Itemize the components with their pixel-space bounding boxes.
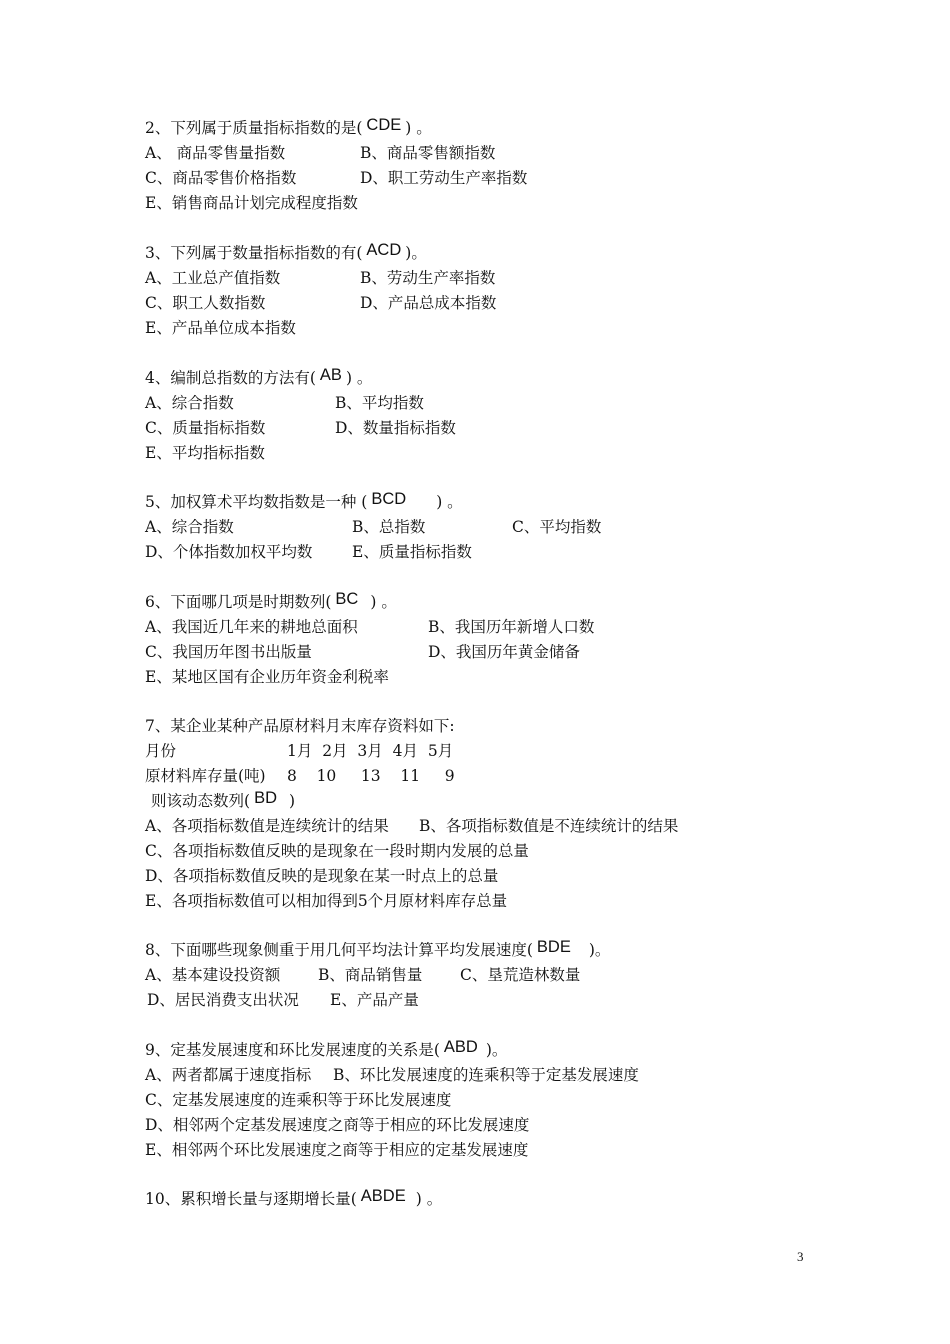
question-5-stem: 5、加权算术平均数指数是一种 ( BCD ) 。 bbox=[145, 490, 463, 511]
question-8-answer: BDE bbox=[536, 938, 571, 956]
question-5-option-d: D、个体指数加权平均数 bbox=[145, 543, 313, 561]
question-5-answer: BCD bbox=[371, 490, 407, 508]
question-6-answer: BC bbox=[335, 590, 359, 608]
question-4-answer: AB bbox=[319, 366, 342, 384]
question-8-stem: 8、下面哪些现象侧重于用几何平均法计算平均发展速度( BDE )。 bbox=[145, 938, 611, 959]
question-4-option-e: E、平均指标指数 bbox=[145, 444, 265, 462]
question-9-option-a: A、两者都属于速度指标 bbox=[145, 1066, 312, 1084]
question-4-option-c: C、质量指标指数 bbox=[145, 419, 266, 437]
table-stock-values: 8 10 13 11 9 bbox=[287, 767, 455, 785]
question-9-answer: ABD bbox=[443, 1038, 478, 1056]
question-3-option-b: B、劳动生产率指数 bbox=[360, 269, 496, 287]
question-7-answer: BD bbox=[254, 789, 277, 807]
table-stock-label: 原材料库存量(吨) bbox=[145, 767, 266, 785]
question-6-option-a: A、我国近几年来的耕地总面积 bbox=[145, 618, 358, 636]
table-months: 1月 2月 3月 4月 5月 bbox=[287, 742, 454, 760]
question-4-option-d: D、数量指标指数 bbox=[335, 419, 456, 437]
question-7-prompt: 则该动态数列( BD ) bbox=[151, 789, 296, 810]
question-6-option-c: C、我国历年图书出版量 bbox=[145, 643, 312, 661]
question-2-option-e: E、销售商品计划完成程度指数 bbox=[145, 194, 358, 212]
question-9-stem: 9、定基发展速度和环比发展速度的关系是( ABD )。 bbox=[145, 1038, 508, 1059]
question-8-option-a: A、基本建设投资额 bbox=[145, 966, 281, 984]
question-4-option-b: B、平均指数 bbox=[335, 394, 424, 412]
question-5-option-b: B、总指数 bbox=[352, 518, 426, 536]
question-5-option-a: A、综合指数 bbox=[145, 518, 234, 536]
question-6-option-b: B、我国历年新增人口数 bbox=[428, 618, 595, 636]
question-8-option-c: C、垦荒造林数量 bbox=[460, 966, 581, 984]
question-7-stem: 7、某企业某种产品原材料月末库存资料如下: bbox=[145, 717, 455, 735]
question-4-option-a: A、综合指数 bbox=[145, 394, 234, 412]
question-2-answer: CDE bbox=[366, 116, 402, 134]
question-7-option-a: A、各项指标数值是连续统计的结果 bbox=[145, 817, 389, 835]
question-9-option-d: D、相邻两个定基发展速度之商等于相应的环比发展速度 bbox=[145, 1116, 530, 1134]
question-5-option-e: E、质量指标指数 bbox=[352, 543, 472, 561]
question-8-option-d: D、居民消费支出状况 bbox=[147, 991, 299, 1009]
question-7-option-e: E、各项指标数值可以相加得到5个月原材料库存总量 bbox=[145, 892, 508, 910]
question-3-answer: ACD bbox=[366, 241, 402, 259]
question-2-option-c: C、商品零售价格指数 bbox=[145, 169, 297, 187]
question-7-option-d: D、各项指标数值反映的是现象在某一时点上的总量 bbox=[145, 867, 499, 885]
question-7-option-b: B、各项指标数值是不连续统计的结果 bbox=[419, 817, 679, 835]
question-3-option-a: A、工业总产值指数 bbox=[145, 269, 281, 287]
question-10-stem: 10、累积增长量与逐期增长量( ABDE ) 。 bbox=[145, 1187, 443, 1208]
table-month-label: 月份 bbox=[145, 742, 177, 760]
question-9-option-c: C、定基发展速度的连乘积等于环比发展速度 bbox=[145, 1091, 452, 1109]
question-2-stem: 2、下列属于质量指标指数的是( CDE ) 。 bbox=[145, 116, 432, 137]
question-6-option-e: E、某地区国有企业历年资金利税率 bbox=[145, 668, 389, 686]
question-3-option-c: C、职工人数指数 bbox=[145, 294, 266, 312]
question-3-option-d: D、产品总成本指数 bbox=[360, 294, 497, 312]
question-2-option-a: A、 商品零售量指数 bbox=[145, 144, 286, 162]
question-10-answer: ABDE bbox=[360, 1187, 406, 1205]
question-8-option-e: E、产品产量 bbox=[330, 991, 419, 1009]
question-6-stem: 6、下面哪几项是时期数列( BC ) 。 bbox=[145, 590, 397, 611]
question-2-option-b: B、商品零售额指数 bbox=[360, 144, 496, 162]
question-4-stem: 4、编制总指数的方法有( AB ) 。 bbox=[145, 366, 373, 387]
question-9-option-e: E、相邻两个环比发展速度之商等于相应的定基发展速度 bbox=[145, 1141, 529, 1159]
question-6-option-d: D、我国历年黄金储备 bbox=[428, 643, 580, 661]
page-number: 3 bbox=[797, 1249, 804, 1264]
question-3-stem: 3、下列属于数量指标指数的有( ACD )。 bbox=[145, 241, 427, 262]
question-3-option-e: E、产品单位成本指数 bbox=[145, 319, 296, 337]
question-9-option-b: B、环比发展速度的连乘积等于定基发展速度 bbox=[333, 1066, 639, 1084]
question-8-option-b: B、商品销售量 bbox=[318, 966, 423, 984]
question-2-option-d: D、职工劳动生产率指数 bbox=[360, 169, 528, 187]
question-7-option-c: C、各项指标数值反映的是现象在一段时期内发展的总量 bbox=[145, 842, 529, 860]
question-5-option-c: C、平均指数 bbox=[512, 518, 602, 536]
